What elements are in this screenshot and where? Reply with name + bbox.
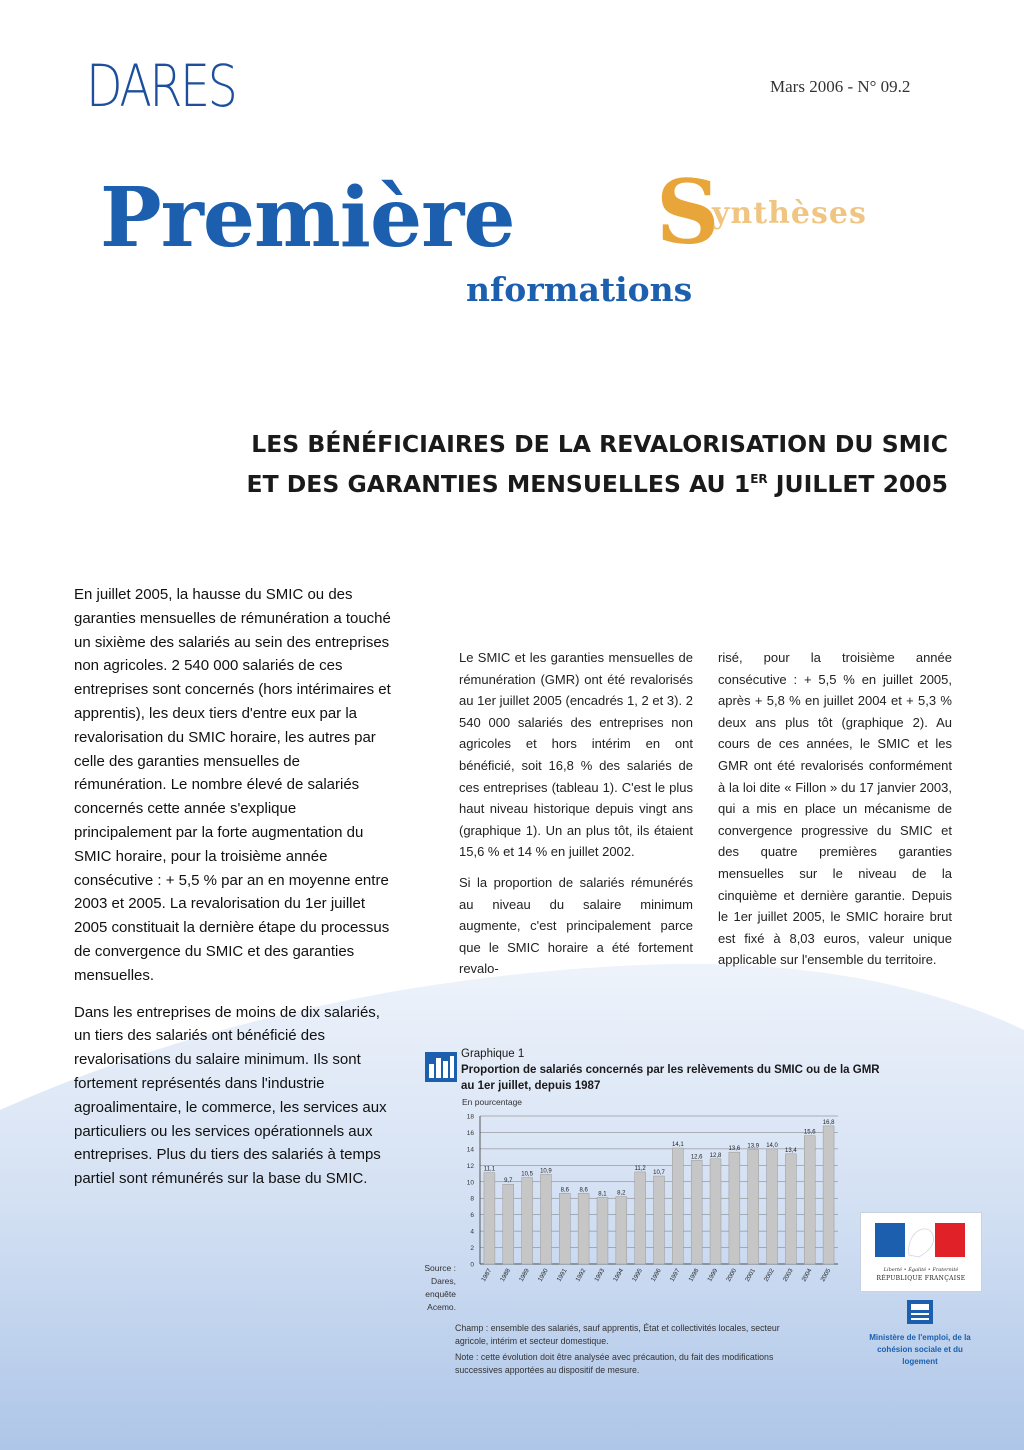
publication-logo-s: S — [656, 160, 720, 264]
bar-data-label: 9,7 — [504, 1178, 513, 1185]
bar-data-label: 11,1 — [483, 1166, 496, 1173]
body-paragraph: Si la proportion de salariés rémunérés au niveau du salaire minimum augmente, c'est principalement parce que le SMIC horaire a été fortement revalo- — [459, 874, 693, 977]
body-paragraph: Le SMIC et les garanties mensuelles de rémunération (GMR) ont été revalorisés au 1er juillet 2005 (encadrés 1, 2 et 3). 2 540 000 salariés des entreprises non agricoles et hors intérim en ont bénéficié, soit 16,8 % des salariés de ces entreprises (tableau 1). C'est le plus haut niveau historique depuis vingt ans (graphique 1). Un an plus tôt, ils étaient 15,6 % et 14 % en juillet 2002. — [459, 650, 693, 860]
institutional-logos — [860, 1212, 980, 1387]
y-tick-label: 4 — [470, 1228, 474, 1236]
publication-logo-premiere: Première — [100, 170, 515, 266]
chart-bar — [823, 1126, 834, 1264]
chart-bar — [804, 1136, 815, 1264]
y-tick-label: 8 — [470, 1195, 474, 1203]
x-tick-label: 2003 — [781, 1267, 795, 1283]
bar-data-label: 8,2 — [617, 1190, 626, 1197]
chart-bar — [654, 1176, 665, 1264]
ministry-emblem-icon — [860, 1296, 980, 1330]
bar-data-label: 13,6 — [728, 1146, 741, 1153]
body-column-3 — [718, 647, 952, 980]
publication-logo-syntheses: ynthèses — [712, 196, 867, 231]
bar-data-label: 8,6 — [579, 1187, 588, 1194]
x-tick-label: 2004 — [800, 1267, 814, 1283]
chart-title: Proportion de salariés concernés par les relèvements du SMIC ou de la GMR au 1er juillet, depuis 1987 — [461, 1064, 880, 1092]
body-column-2 — [459, 647, 693, 989]
chart-bar — [559, 1193, 570, 1264]
x-tick-label: 1991 — [555, 1267, 569, 1283]
chart-notes — [455, 1322, 805, 1380]
y-tick-label: 12 — [466, 1162, 474, 1170]
x-tick-label: 2001 — [743, 1267, 757, 1283]
bar-data-label: 13,4 — [785, 1147, 797, 1154]
x-tick-label: 1992 — [574, 1267, 588, 1283]
x-tick-label: 1999 — [706, 1267, 720, 1283]
chart-note-caution: Note : cette évolution doit être analysée avec précaution, du fait des modifications successives apportées au dispositif de mesure. — [455, 1352, 774, 1375]
chart-bar — [635, 1172, 646, 1264]
bar-data-label: 8,6 — [560, 1187, 569, 1194]
chart-bar — [503, 1184, 514, 1264]
chart-bar — [785, 1154, 796, 1264]
republique-francaise-logo — [860, 1212, 982, 1292]
chart-bar — [616, 1197, 627, 1264]
headline-line-1: LES BÉNÉFICIAIRES DE LA REVALORISATION DU SMIC — [251, 430, 948, 458]
headline-line-2 — [230, 464, 948, 504]
bar-data-label: 14,1 — [671, 1142, 684, 1149]
headline-line-2-start: ET DES GARANTIES MENSUELLES AU 1 — [246, 470, 751, 498]
bar-data-label: 12,8 — [709, 1152, 722, 1159]
chart-bar — [484, 1173, 495, 1264]
headline-superscript: ER — [750, 472, 768, 487]
lead-paragraph-2: Dans les entreprises de moins de dix salariés, un tiers des salariés ont bénéficié des revalorisations du salaire minimum. Ils sont fortement représentés dans l'industrie agroalimentaire, le commerce, les services aux particuliers ou les services opérationnels aux entreprises. Plus du tiers des salariés à temps partiel sont rémunérés sur la base du SMIC. — [74, 1003, 387, 1188]
chart-heading — [461, 1046, 881, 1094]
chart-bar — [748, 1150, 759, 1264]
x-tick-label: 1996 — [649, 1267, 663, 1283]
chart-bar — [710, 1159, 721, 1264]
x-tick-label: 1988 — [499, 1267, 512, 1283]
y-tick-label: 14 — [466, 1146, 474, 1154]
x-tick-label: 1993 — [593, 1267, 607, 1283]
bar-chart — [446, 1108, 846, 1328]
issue-date: Mars 2006 - N° 09.2 — [770, 77, 911, 96]
chart-bar — [691, 1160, 702, 1264]
marianne-flag-icon — [861, 1213, 981, 1265]
publication-logo-informations: nformations — [466, 270, 693, 309]
ministry-name: Ministère de l'emploi, de la cohésion sociale et du logement — [869, 1333, 971, 1366]
bar-data-label: 15,6 — [803, 1129, 816, 1136]
x-tick-label: 2000 — [725, 1267, 739, 1283]
bar-data-label: 11,2 — [634, 1165, 646, 1172]
republic-motto: Liberté • Égalité • Fraternité — [883, 1267, 959, 1273]
ministry-logo — [860, 1296, 980, 1387]
lead-paragraph-1: En juillet 2005, la hausse du SMIC ou des garanties mensuelles de rémunération a touché un sixième des salariés au sein des entreprises non agricoles. 2 540 000 salariés de ces entreprises sont concernés (hors intérimaires et apprentis), les deux tiers d'entre eux par la revalorisation du SMIC horaire, les autres par celle des garanties mensuelles de rémunération. Le nombre élevé de salariés concernés cette année s'explique principalement par la forte augmentation du SMIC horaire, pour la troisième année consécutive : + 5,5 % par an en moyenne entre 2003 et 2005. La revalorisation du 1er juillet 2005 constituait la dernière étape du processus de convergence du SMIC et des garanties mensuelles. — [74, 586, 391, 984]
chart-bar — [522, 1178, 533, 1264]
y-tick-label: 18 — [466, 1113, 474, 1121]
article-headline — [230, 424, 948, 504]
chart-bar — [672, 1148, 683, 1264]
chart-source: Source : Dares, enquête Acemo. — [424, 1263, 456, 1312]
headline-line-2-end: JUILLET 2005 — [767, 470, 948, 498]
dares-logo: DARES — [86, 52, 236, 120]
y-tick-label: 10 — [466, 1179, 474, 1187]
chart-unit: En pourcentage — [462, 1097, 523, 1107]
bar-data-label: 10,7 — [653, 1170, 665, 1177]
bar-chart-icon — [425, 1052, 457, 1082]
x-tick-label: 1995 — [630, 1267, 644, 1283]
chart-bar — [578, 1193, 589, 1264]
y-tick-label: 16 — [466, 1129, 474, 1137]
bar-data-label: 10,5 — [521, 1171, 533, 1178]
x-tick-label: 1990 — [536, 1267, 550, 1283]
chart-label: Graphique 1 — [461, 1048, 525, 1060]
x-tick-label: 2005 — [819, 1267, 833, 1283]
bar-data-label: 12,6 — [690, 1154, 703, 1161]
republic-name: RÉPUBLIQUE FRANÇAISE — [876, 1275, 966, 1282]
chart-bar — [729, 1152, 740, 1264]
y-tick-label: 6 — [470, 1212, 474, 1220]
y-tick-label: 0 — [470, 1261, 474, 1269]
bar-data-label: 16,8 — [822, 1119, 835, 1126]
bar-data-label: 10,9 — [540, 1168, 552, 1175]
bar-data-label: 14,0 — [766, 1142, 778, 1149]
x-tick-label: 1998 — [687, 1267, 701, 1283]
x-tick-label: 1987 — [480, 1267, 494, 1283]
y-tick-label: 2 — [470, 1245, 474, 1253]
chart-bar — [767, 1149, 778, 1264]
x-tick-label: 1997 — [668, 1267, 682, 1283]
bar-data-label: 13,9 — [747, 1143, 760, 1150]
chart-note-scope: Champ : ensemble des salariés, sauf apprentis, État et collectivités locales, secteur agricole, intérim et secteur domestique. — [455, 1323, 780, 1346]
x-tick-label: 2002 — [762, 1267, 776, 1283]
chart-bar — [597, 1197, 608, 1264]
x-tick-label: 1994 — [612, 1267, 626, 1283]
chart-bar — [540, 1174, 551, 1264]
body-paragraph: risé, pour la troisième année consécutive : + 5,5 % en juillet 2005, après + 5,8 % en juillet 2004 et + 5,3 % deux ans plus tôt (graphique 2). Au cours de ces années, le SMIC et les GMR ont été revalorisés conformément à la loi dite « Fillon » du 17 janvier 2003, qui a mis en place un mécanisme de convergence progressive du SMIC et des quatre premières garanties mensuelles sur le niveau de la cinquième et dernière garantie. Depuis le 1er juillet 2005, le SMIC horaire brut est fixé à 8,03 euros, valeur unique applicable sur l'ensemble du territoire. — [718, 650, 952, 968]
x-tick-label: 1989 — [517, 1267, 531, 1283]
lead-summary — [74, 583, 394, 1204]
bar-data-label: 8,1 — [598, 1191, 607, 1198]
